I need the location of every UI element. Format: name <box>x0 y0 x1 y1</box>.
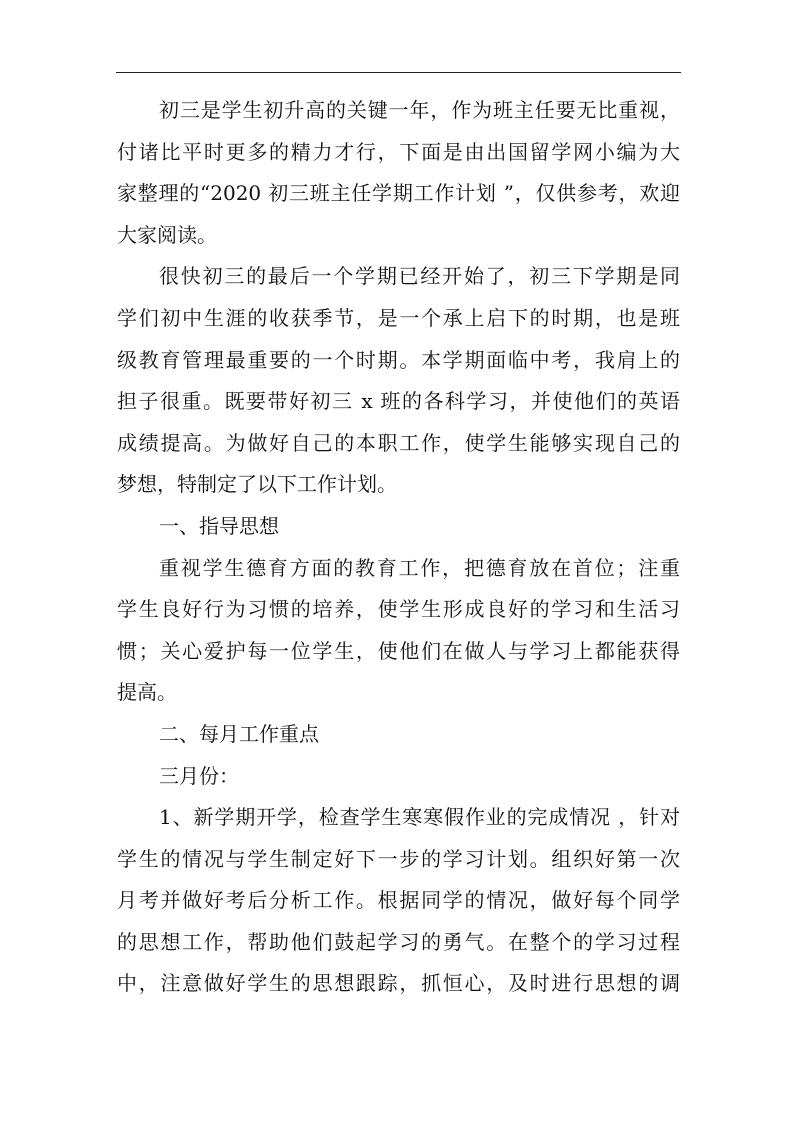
text-line: 学生良好行为习惯的培养，使学生形成良好的学习和生活习 <box>117 597 680 622</box>
text-line: 成绩提高。为做好自己的本职工作，使学生能够实现自己的 <box>117 430 680 455</box>
text-line: 很快初三的最后一个学期已经开始了，初三下学期是同 <box>159 264 680 289</box>
text-line: 提高。 <box>117 680 177 705</box>
text-line: 初三是学生初升高的关键一年，作为班主任要无比重视， <box>159 98 680 122</box>
document-body <box>117 90 680 1005</box>
header-rule <box>116 72 681 73</box>
text-line: 的思想工作，帮助他们鼓起学习的勇气。在整个的学习过程 <box>117 929 680 954</box>
subheading: 三月份： <box>159 763 239 788</box>
paragraph-overview <box>117 256 680 506</box>
text-line: 中，注意做好学生的思想跟踪，抓恒心，及时进行思想的调 <box>117 971 680 996</box>
text-line: 大家阅读。 <box>117 222 217 247</box>
text-line: 重视学生德育方面的教育工作，把德育放在首位；注重 <box>159 555 680 580</box>
paragraph-item-1 <box>117 797 680 1005</box>
text-line: 1、新学期开学，检查学生寒寒假作业的完成情况 ，针对 <box>159 805 680 830</box>
section-heading-monthly <box>117 714 680 756</box>
text-line: 担子很重。既要带好初三 x 班的各科学习，并使他们的英语 <box>117 389 680 414</box>
paragraph-guiding <box>117 548 680 714</box>
text-line: 学们初中生涯的收获季节，是一个承上启下的时期，也是班 <box>117 305 680 330</box>
section-heading-guiding <box>117 506 680 548</box>
text-line: 级教育管理最重要的一个时期。本学期面临中考，我肩上的 <box>117 347 680 372</box>
subheading-march <box>117 756 680 798</box>
text-line: 学生的情况与学生制定好下一步的学习计划。组织好第一次 <box>117 846 680 871</box>
text-line: 付诸比平时更多的精力才行，下面是由出国留学网小编为大 <box>117 139 680 164</box>
paragraph-intro <box>117 90 680 256</box>
text-line: 月考并做好考后分析工作。根据同学的情况，做好每个同学 <box>117 888 680 913</box>
text-line: 惯；关心爱护每一位学生，使他们在做人与学习上都能获得 <box>117 638 680 663</box>
text-line: 梦想，特制定了以下工作计划。 <box>117 472 397 497</box>
section-heading: 二、每月工作重点 <box>159 721 319 746</box>
section-heading: 一、指导思想 <box>159 513 279 538</box>
text-line: 家整理的“2020 初三班主任学期工作计划 ”，仅供参考，欢迎 <box>117 181 680 206</box>
